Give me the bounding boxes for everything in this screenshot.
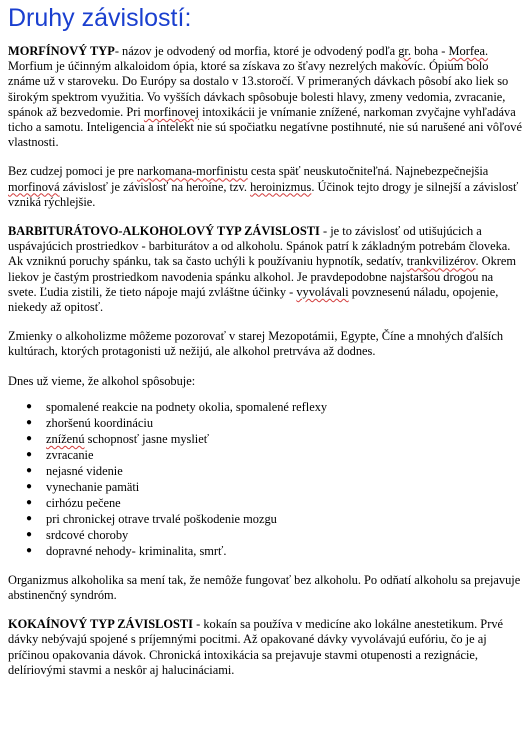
list-item-text: schopnosť jasne myslieť <box>84 431 210 446</box>
alcohol-effects-list <box>8 399 523 559</box>
text-run: povznesenú náladu, opojenie, niekedy až opitosť. <box>8 284 499 315</box>
list-item <box>26 447 523 463</box>
bullet-icon: ● <box>26 400 33 412</box>
barbituratovy-paragraph-4: Organizmus alkoholika sa mení tak, že nemôže fungovať bez alkoholu. Po odňatí alkoholu sa prejavuje abstinenčný syndróm. <box>8 572 521 603</box>
barbituratovy-paragraph-2: Zmienky o alkoholizme môžeme pozorovať v starej Mezopotámii, Egypte, Číne a mnohých ďalších kultúrach, ktorých protagonisti už nežijú, ale alkohol pretrváva až dodnes. <box>8 329 504 359</box>
spellcheck-word: Morfea. <box>448 44 489 58</box>
text-run: - kokaín sa používa v medicíne ako lokálne anestetikum. Prvé dávky nebývajú spojené s príjemnými pocitmi. Až opakované dávky vyvolávajú eufóriu, čo je aj príčinou opakovania dávok. Chronická intoxikácia sa prejavuje stavmi otupenosti a rezignácie, delíriovými stavmi a neskôr aj halucináciami. <box>8 617 504 677</box>
list-item-text: dopravné nehody- kriminalita, smrť. <box>46 543 227 558</box>
bullet-icon: ● <box>26 432 33 444</box>
list-item-text: zvracanie <box>46 447 94 462</box>
list-item-text: srdcové choroby <box>46 527 129 542</box>
bullet-icon: ● <box>26 512 33 524</box>
morfinovy-intro-text-2: boha - <box>410 44 449 58</box>
list-item-text: vynechanie pamäti <box>46 479 140 494</box>
spellcheck-word: narkomana-morfinistu <box>137 164 248 179</box>
barbituratovy-heading: BARBITURÁTOVO-ALKOHOLOVÝ TYP ZÁVISLOSTI <box>8 224 320 239</box>
document-page <box>8 2 523 678</box>
list-item-text: nejasné videnie <box>46 463 123 478</box>
spellcheck-word: gr. <box>398 44 411 58</box>
list-item-text: zhoršenú koordináciu <box>46 415 154 430</box>
spellcheck-word: morfinová <box>8 179 60 194</box>
spellcheck-word: heroinizmus <box>250 179 312 194</box>
morfinovy-heading: MORFÍNOVÝ TYP <box>8 44 115 58</box>
barbituratovy-paragraph-3: Dnes už vieme, že alkohol spôsobuje: <box>8 373 196 388</box>
list-item <box>26 511 523 527</box>
list-item <box>26 431 523 447</box>
morfinovy-body-text-2: intoxikácii je vnímanie znížené, narkoman zvyčajne vyhľadáva ticho a samotu. Inteligencia a intelekt nie sú spočiatku negatívne postihnuté, nie sú narušené ani vôľové vlastnosti. <box>8 104 522 150</box>
list-item <box>26 415 523 431</box>
list-item <box>26 479 523 495</box>
list-item <box>26 463 523 479</box>
list-item <box>26 527 523 543</box>
list-item-text: spomalené reakcie na podnety okolia, spomalené reflexy <box>46 399 328 414</box>
list-item <box>26 495 523 511</box>
morfinovy-paragraph-2 <box>8 164 523 210</box>
list-item <box>26 399 523 415</box>
spellcheck-word: morfinovej <box>143 104 199 119</box>
bullet-icon: ● <box>26 416 33 428</box>
bullet-icon: ● <box>26 464 33 476</box>
bullet-icon: ● <box>26 528 33 540</box>
bullet-icon: ● <box>26 480 33 492</box>
morfinovy-paragraph-1 <box>8 44 523 150</box>
text-run: závislosť je závislosť na heroíne, tzv. <box>59 179 251 194</box>
spellcheck-word: trankvilizérov <box>406 254 476 269</box>
kokainovy-paragraph <box>8 617 523 678</box>
list-item-text: cirhózu pečene <box>46 495 121 510</box>
bullet-icon: ● <box>26 544 33 556</box>
bullet-icon: ● <box>26 496 33 508</box>
spellcheck-word: zníženú <box>46 431 85 446</box>
barbituratovy-paragraph-1 <box>8 224 523 315</box>
spellcheck-word: vyvolávali <box>296 284 349 299</box>
bullet-icon: ● <box>26 448 33 460</box>
list-item <box>26 543 523 559</box>
kokainovy-heading: KOKAÍNOVÝ TYP ZÁVISLOSTI <box>8 617 193 632</box>
morfinovy-body-text: Morfium je účinným alkaloidom ópia, ktoré sa získava zo šťavy nezrelých makovíc. Ópium bolo známe už v staroveku. Do Európy sa dostalo v 13.storočí. V primeraných dávkach pôsobí ako liek so širokým spektrom využitia. Vo vyšších dávkach spôsobuje bolesti hlavy, zmeny vedomia, zvracanie, spánok až bezvedomie. Pri <box>8 59 509 119</box>
text-run: - je to závislosť od utišujúcich a uspávajúcich prostriedkov - barbiturátov a od alkoholu. Spánok patrí k základným potrebám človeka. Ak vzniknú poruchy spánku, tak sa často uchýli k používaniu hypnotík, sedatív, <box>8 224 511 269</box>
morfinovy-intro-text: - názov je odvodený od morfia, ktoré je odvodený podľa <box>114 44 399 58</box>
list-item-text: pri chronickej otrave trvalé poškodenie mozgu <box>46 511 277 526</box>
text-run: . Účinok tejto drogy je silnejší a závislosť vzniká rýchlejšie. <box>8 179 519 209</box>
text-run: . Okrem liekov je častým prostriedkom navodenia spánku alkohol. Je pravdepodobne najstaršou drogou na svete. Ľudia zistili, že tieto nápoje majú zvláštne účinky - <box>8 254 517 299</box>
text-run: Bez cudzej pomoci je pre <box>8 164 138 179</box>
text-run: cesta späť neuskutočniteľná. Najnebezpečnejšia <box>247 164 489 179</box>
document-title: Druhy závislostí: <box>8 4 192 32</box>
